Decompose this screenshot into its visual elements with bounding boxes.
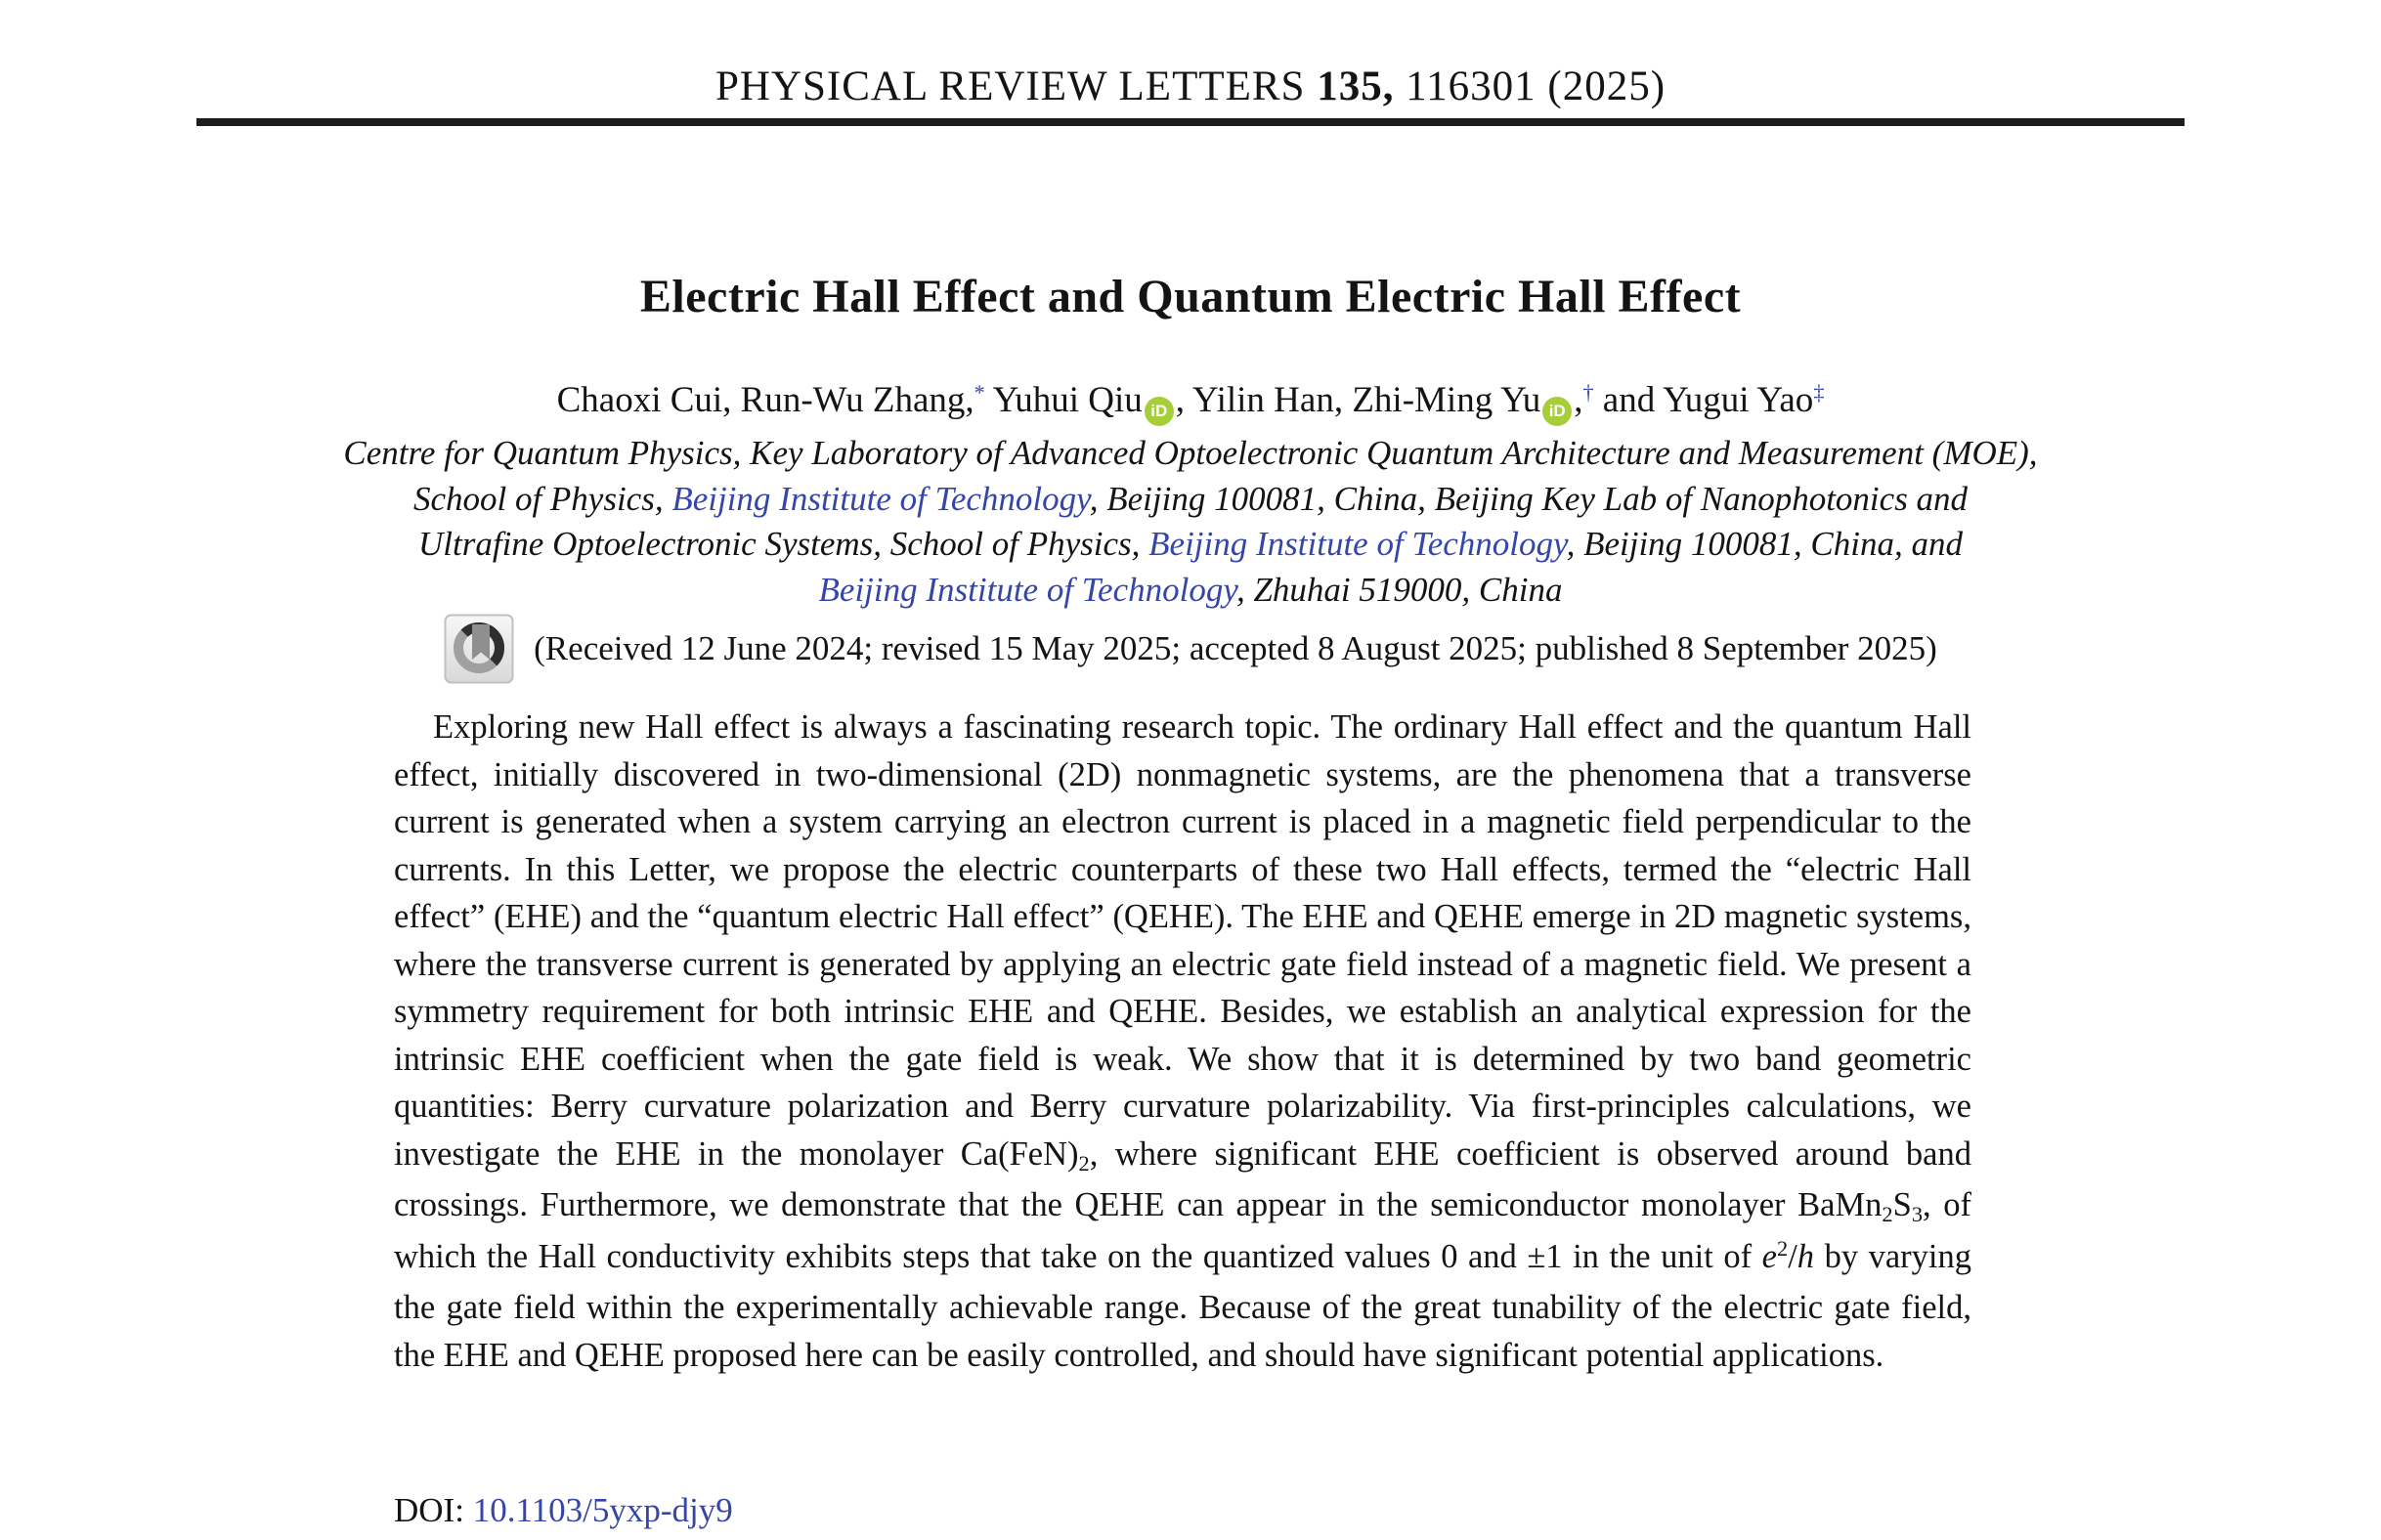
math-italic-text: e	[1761, 1237, 1777, 1275]
text-run: by varying the gate field within the experimentally achievable range. Because of the great tunability of the electric gate field, the EHE and QEHE proposed here can be easily controlled, and should have significant potential applications.	[394, 1237, 1972, 1374]
abstract	[394, 704, 1971, 1379]
received-row	[0, 614, 2381, 684]
subscript-text: 2	[1882, 1202, 1893, 1227]
affiliation-line	[0, 568, 2381, 614]
footnote-marker[interactable]: *	[974, 379, 985, 405]
text-run: , Beijing 100081, China, Beijing Key Lab of Nanophotonics and	[1089, 479, 1969, 518]
received-dates: (Received 12 June 2024; revised 15 May 2025; accepted 8 August 2025; published 8 September 2025)	[534, 629, 1937, 667]
affiliation-line	[0, 477, 2381, 523]
text-run: , where significant EHE coefficient is observed around band crossings. Furthermore, we demonstrate that the QEHE can appear in the semiconductor monolayer BaMn	[394, 1134, 1971, 1223]
text-run: Ultrafine Optoelectronic Systems, School of Physics,	[418, 525, 1149, 563]
text-run: , Beijing 100081, China, and	[1566, 525, 1963, 563]
text-run: , Zhuhai 519000, China	[1235, 570, 1563, 609]
text-run: , Yilin Han, Zhi-Ming Yu	[1175, 380, 1541, 420]
footnote-marker[interactable]: ‡	[1813, 379, 1825, 405]
text-run: 135,	[1317, 64, 1395, 109]
math-italic-text: h	[1797, 1237, 1815, 1275]
subscript-text: 2	[1078, 1150, 1090, 1176]
affiliation-link[interactable]: Beijing Institute of Technology	[1148, 525, 1567, 563]
superscript-text: 2	[1776, 1236, 1789, 1262]
paper-title: Electric Hall Effect and Quantum Electric Hall Effect	[639, 271, 1742, 322]
orcid-icon[interactable]: iD	[1145, 397, 1174, 426]
text-run: Centre for Quantum Physics, Key Laboratory of Advanced Optoelectronic Quantum Architecture and Measurement (MOE),	[343, 434, 2038, 472]
doi-link[interactable]: 10.1103/5yxp-djy9	[472, 1491, 733, 1529]
subscript-text: 3	[1911, 1202, 1924, 1227]
text-run: Yuhui Qiu	[984, 380, 1143, 420]
crossmark-icon[interactable]	[444, 614, 514, 684]
text-run: School of Physics,	[412, 479, 672, 518]
affiliations	[0, 431, 2381, 613]
text-run: and Yugui Yao	[1593, 380, 1814, 420]
doi-line	[394, 1491, 733, 1530]
text-run: S	[1892, 1186, 1912, 1223]
text-run: Exploring new Hall effect is always a fascinating research topic. The ordinary Hall effect and the quantum Hall effect, initially discovered in two-dimensional (2D) nonmagnetic systems, are the phenomena that a transverse current is generated when a system carrying an electron current is placed in a magnetic field perpendicular to the currents. In this Letter, we propose the electric counterparts of these two Hall effects, termed the “electric Hall effect” (EHE) and the “quantum electric Hall effect” (QEHE). The EHE and QEHE emerge in 2D magnetic systems, where the transverse current is generated by applying an electric gate field instead of a magnetic field. We present a symmetry requirement for both intrinsic EHE and QEHE. Besides, we establish an analytical expression for the intrinsic EHE coefficient when the gate field is weak. We show that it is determined by two band geometric quantities: Berry curvature polarization and Berry curvature polarizability. Via first-principles calculations, we investigate the EHE in the monolayer Ca(FeN)	[394, 708, 1971, 1173]
journal-header	[0, 63, 2381, 110]
author-line	[0, 379, 2381, 426]
text-run: , of which the Hall conductivity exhibits steps that take on the quantized values 0 and ±1 in the unit of	[394, 1186, 1971, 1275]
affiliation-line	[0, 431, 2381, 477]
text-run: ,	[1574, 380, 1583, 420]
affiliation-link[interactable]: Beijing Institute of Technology	[671, 479, 1090, 518]
affiliation-link[interactable]: Beijing Institute of Technology	[818, 570, 1236, 609]
affiliation-line	[0, 522, 2381, 568]
text-run: 116301 (2025)	[1394, 64, 1667, 109]
text-run: /	[1788, 1237, 1797, 1275]
orcid-icon[interactable]: iD	[1542, 397, 1572, 426]
header-rule	[196, 118, 2185, 126]
text-run: PHYSICAL REVIEW LETTERS	[714, 64, 1318, 109]
text-run: Chaoxi Cui, Run-Wu Zhang,	[556, 380, 974, 420]
footnote-marker[interactable]: †	[1582, 379, 1594, 405]
doi-label: DOI:	[394, 1491, 473, 1529]
